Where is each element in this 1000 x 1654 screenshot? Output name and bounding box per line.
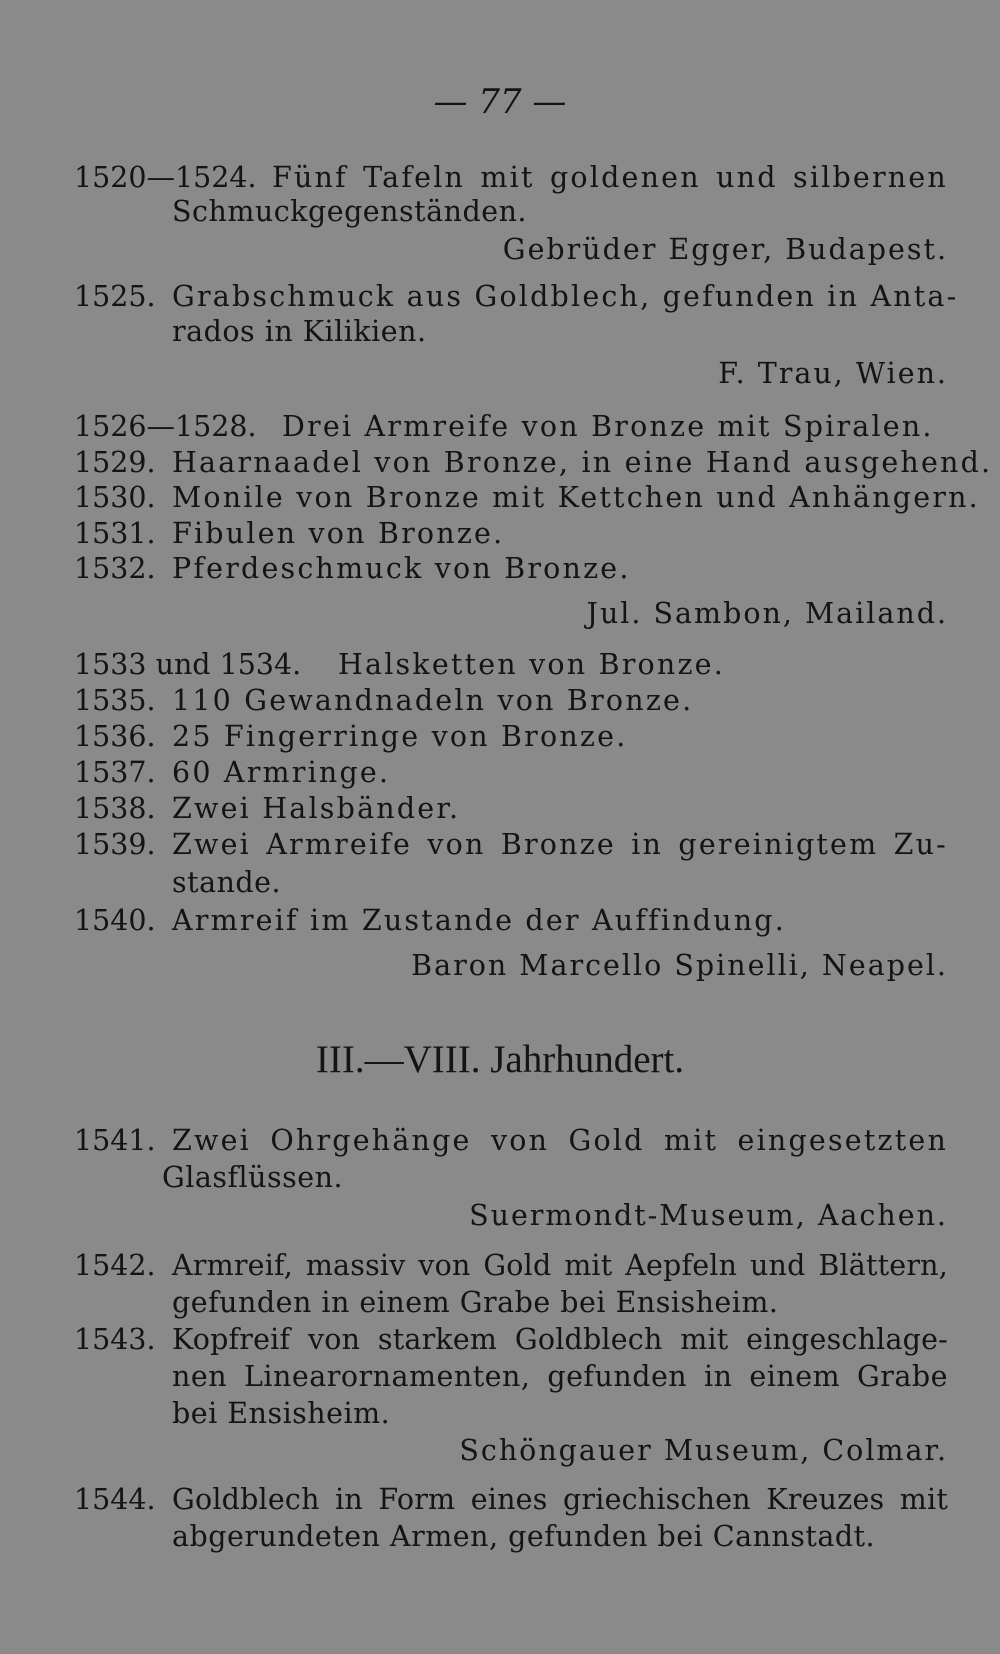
entry-text-cont: stande. <box>172 866 282 899</box>
entry-text: Zwei Halsbänder. <box>172 792 461 825</box>
entry-number: 1530. <box>74 481 156 514</box>
entry-number: 1535. <box>74 684 156 717</box>
entry-number: 1540. <box>74 904 156 937</box>
entry-text: Goldblech in Form eines griechischen Kreuzes mit <box>172 1483 948 1516</box>
entry-number: 1537. <box>74 756 156 789</box>
source-line: Suermondt-Museum, Aachen. <box>469 1199 948 1232</box>
source-line: Schöngauer Museum, Colmar. <box>459 1434 948 1467</box>
entry-number: 1533 und 1534. <box>74 648 302 681</box>
entry-number: 1536. <box>74 720 156 753</box>
entry-number: 1525. <box>74 280 156 313</box>
entry-text: Fünf Tafeln mit goldenen und silbernen <box>272 161 948 194</box>
entry-text-cont: rados in Kilikien. <box>172 315 427 348</box>
entry-number: 1529. <box>74 446 156 479</box>
entry-text: Halsketten von Bronze. <box>338 648 726 681</box>
source-line: Baron Marcello Spinelli, Neapel. <box>411 949 948 982</box>
entry-text: Kopfreif von starkem Goldblech mit eingeschlage- <box>172 1323 948 1356</box>
entry-text-cont: bei Ensisheim. <box>172 1397 391 1430</box>
entry-number: 1542. <box>74 1249 156 1282</box>
entry-text: Armreif, massiv von Gold mit Aepfeln und Blättern, <box>172 1249 948 1282</box>
entry-text: 25 Fingerringe von Bronze. <box>172 720 628 753</box>
entry-text-cont: gefunden in einem Grabe bei Ensisheim. <box>172 1286 779 1319</box>
entry-text: 110 Gewandnadeln von Bronze. <box>172 684 694 717</box>
page-number: — 77 — <box>433 82 567 122</box>
section-heading: III.—VIII. Jahrhundert. <box>315 1038 685 1081</box>
entry-text: 60 Armringe. <box>172 756 391 789</box>
entry-text-cont: Glasflüssen. <box>162 1161 344 1194</box>
entry-number: 1526—1528. <box>74 410 257 443</box>
entry-text: Fibulen von Bronze. <box>172 517 505 550</box>
source-line: Gebrüder Egger, Budapest. <box>502 233 948 266</box>
entry-number: 1531. <box>74 517 156 550</box>
entry-number: 1544. <box>74 1483 156 1516</box>
entry-number: 1543. <box>74 1323 156 1356</box>
entry-text-cont: nen Linearornamenten, gefunden in einem Grabe <box>172 1360 948 1393</box>
entry-text: Armreif im Zustande der Auffindung. <box>172 904 786 937</box>
entry-text: Haarnaadel von Bronze, in eine Hand ausgehend. <box>172 446 993 479</box>
entry-number: 1539. <box>74 828 156 861</box>
entry-text: Zwei Ohrgehänge von Gold mit eingesetzten <box>172 1124 948 1157</box>
source-line: F. Trau, Wien. <box>718 357 948 390</box>
source-line: Jul. Sambon, Mailand. <box>586 597 948 630</box>
entry-text: Monile von Bronze mit Kettchen und Anhängern. <box>172 481 980 514</box>
entry-text: Drei Armreife von Bronze mit Spiralen. <box>282 410 934 443</box>
entry-text: Pferdeschmuck von Bronze. <box>172 552 631 585</box>
entry-number: 1538. <box>74 792 156 825</box>
entry-text: Zwei Armreife von Bronze in gereinigtem Zu- <box>172 828 948 861</box>
entry-number: 1520—1524. <box>74 161 257 194</box>
entry-number: 1541. <box>74 1124 156 1157</box>
entry-number: 1532. <box>74 552 156 585</box>
entry-text: Grabschmuck aus Goldblech, gefunden in Anta- <box>172 280 959 313</box>
entry-text-cont: Schmuckgegenständen. <box>172 195 527 228</box>
entry-text-cont: abgerundeten Armen, gefunden bei Cannstadt. <box>172 1520 876 1553</box>
